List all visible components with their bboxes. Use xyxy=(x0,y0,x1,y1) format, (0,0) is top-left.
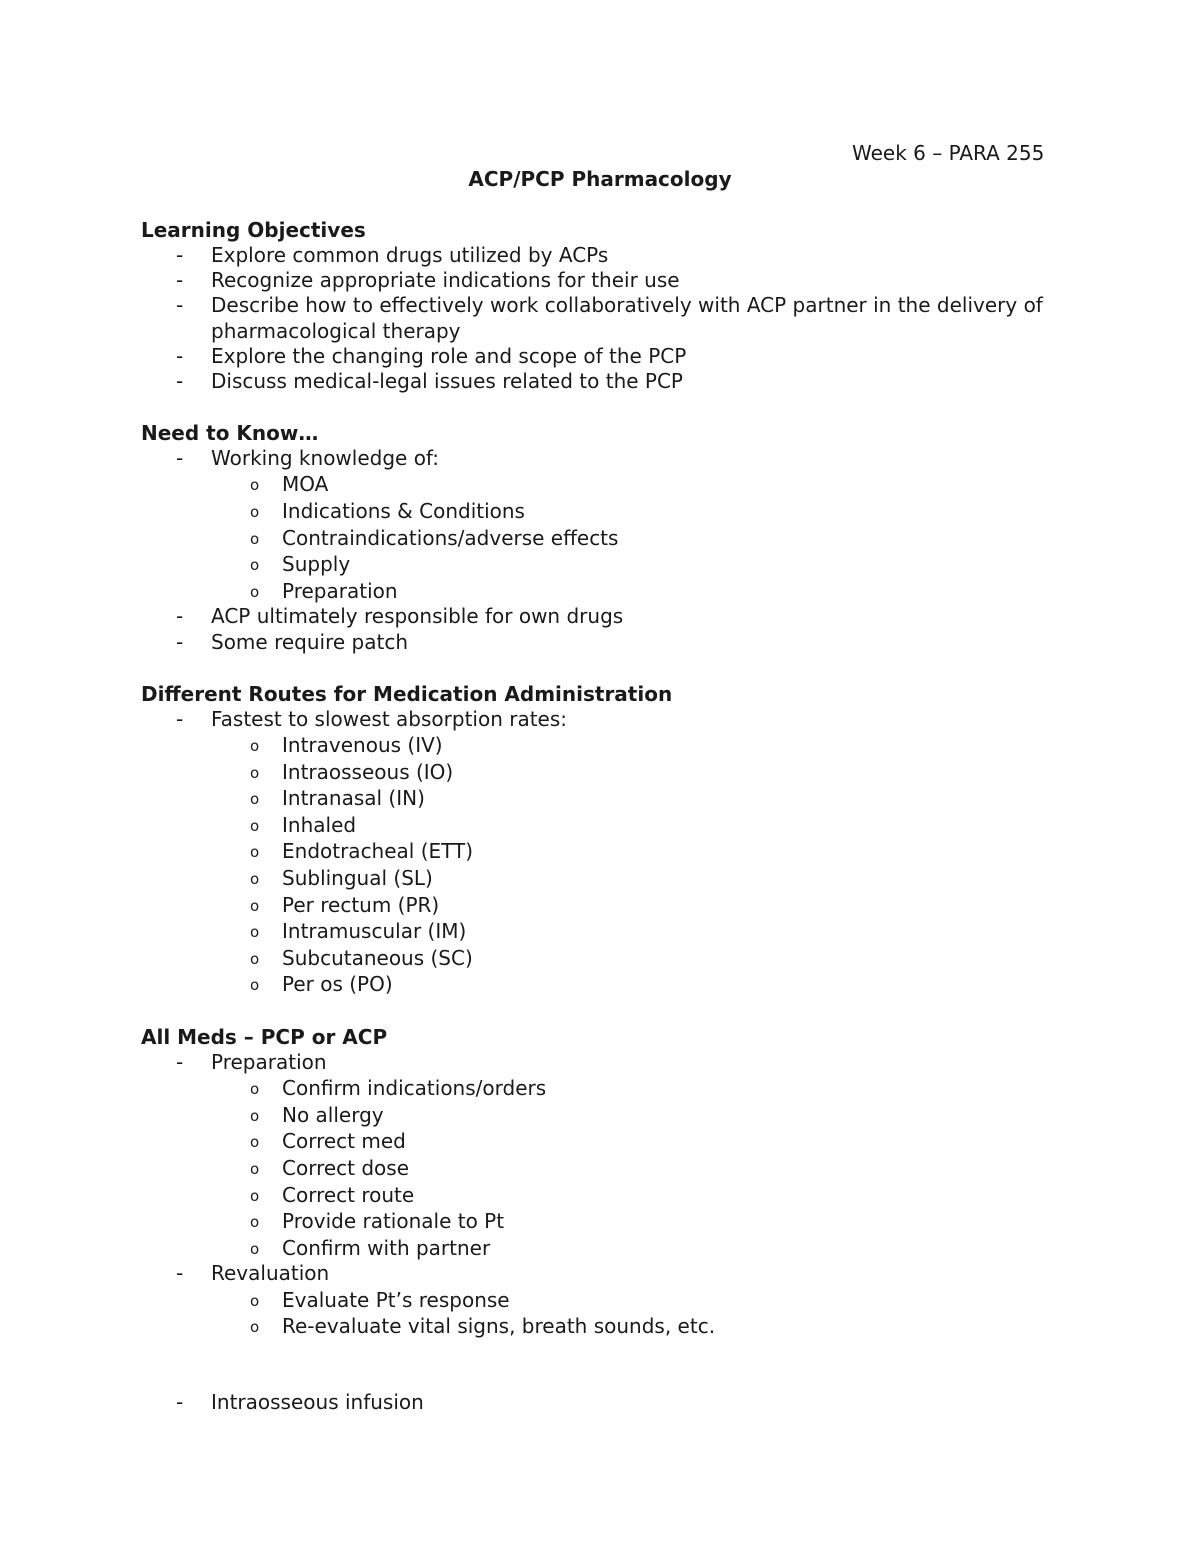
dash-bullet: - xyxy=(176,446,184,471)
list-item xyxy=(141,1050,1121,1261)
sub-list-item xyxy=(141,945,1121,972)
circle-bullet: o xyxy=(250,1239,260,1258)
sub-list-item-text: Intranasal (IN) xyxy=(282,786,425,811)
dash-bullet: - xyxy=(176,706,184,731)
circle-bullet: o xyxy=(250,1106,260,1125)
sub-list-item-text: Confirm indications/orders xyxy=(282,1076,547,1101)
dash-bullet: - xyxy=(176,629,184,654)
sub-list-item xyxy=(141,1155,1121,1182)
sub-list-item-text: Intramuscular (IM) xyxy=(282,919,467,944)
sub-list-item xyxy=(141,525,1121,552)
circle-bullet: o xyxy=(250,1186,260,1205)
sub-list-item-text: Per rectum (PR) xyxy=(282,892,440,917)
sub-list-item xyxy=(141,471,1121,498)
week-label: Week 6 – PARA 255 xyxy=(852,141,1045,165)
sub-list xyxy=(211,732,1121,998)
circle-bullet: o xyxy=(250,476,260,495)
trailing-list xyxy=(141,1390,1121,1415)
circle-bullet: o xyxy=(250,1318,260,1337)
sub-list-item xyxy=(141,578,1121,605)
dash-bullet: - xyxy=(176,293,184,318)
section-heading: Learning Objectives xyxy=(141,218,366,242)
list-item-text: Working knowledge of: xyxy=(211,446,439,471)
circle-bullet: o xyxy=(250,869,260,888)
sub-list-item-text: Correct route xyxy=(282,1182,415,1207)
circle-bullet: o xyxy=(250,582,260,601)
circle-bullet: o xyxy=(250,503,260,522)
list-item-text: Explore the changing role and scope of the PCP xyxy=(211,343,687,368)
list-item-text: Preparation xyxy=(211,1049,327,1074)
sub-list-item-text: Provide rationale to Pt xyxy=(282,1209,505,1234)
dash-list xyxy=(141,243,1121,394)
sub-list-item xyxy=(141,551,1121,578)
dash-bullet: - xyxy=(176,243,184,267)
sub-list-item xyxy=(141,1235,1121,1262)
circle-bullet: o xyxy=(250,923,260,942)
sub-list-item xyxy=(141,1182,1121,1209)
sub-list-item-text: Evaluate Pt’s response xyxy=(282,1287,510,1312)
dash-bullet: - xyxy=(176,343,184,368)
sub-list-item xyxy=(141,1128,1121,1155)
dash-list xyxy=(141,1050,1121,1340)
circle-bullet: o xyxy=(250,1291,260,1310)
list-item xyxy=(141,1261,1121,1339)
section-heading: Need to Know… xyxy=(141,421,319,446)
sub-list-item xyxy=(141,759,1121,786)
section xyxy=(141,1024,1121,1340)
sub-list-item xyxy=(141,918,1121,945)
circle-bullet: o xyxy=(250,790,260,809)
sub-list xyxy=(211,1287,1121,1340)
sub-list-item-text: Subcutaneous (SC) xyxy=(282,945,473,970)
sub-list-item-text: Preparation xyxy=(282,578,398,603)
circle-bullet: o xyxy=(250,763,260,782)
sub-list-item-text: Correct dose xyxy=(282,1155,410,1180)
sub-list xyxy=(211,471,1121,604)
sub-list-item xyxy=(141,785,1121,812)
sub-list-item-text: Inhaled xyxy=(282,812,357,837)
sub-list-item-text: MOA xyxy=(282,472,329,497)
circle-bullet: o xyxy=(250,949,260,968)
sub-list-item-text: Per os (PO) xyxy=(282,972,393,997)
dash-list xyxy=(141,446,1121,655)
document-title: ACP/PCP Pharmacology xyxy=(468,167,732,191)
section xyxy=(141,217,1121,394)
circle-bullet: o xyxy=(250,976,260,995)
circle-bullet: o xyxy=(250,843,260,862)
list-item-text: Revaluation xyxy=(211,1261,330,1286)
list-item xyxy=(141,293,1121,343)
dash-bullet: - xyxy=(176,369,184,394)
sub-list-item xyxy=(141,1075,1121,1102)
circle-bullet: o xyxy=(250,1133,260,1152)
sub-list-item xyxy=(141,892,1121,919)
sub-list-item-text: Confirm with partner xyxy=(282,1235,491,1260)
sub-list-item-text: Correct med xyxy=(282,1129,406,1154)
sub-list-item-text: Endotracheal (ETT) xyxy=(282,839,474,864)
sub-list-item xyxy=(141,1287,1121,1314)
sub-list-item xyxy=(141,498,1121,525)
section xyxy=(141,681,1121,998)
list-item xyxy=(141,268,1121,293)
sub-list-item-text: Contraindications/adverse effects xyxy=(282,525,619,550)
circle-bullet: o xyxy=(250,556,260,575)
sub-list-item xyxy=(141,838,1121,865)
circle-bullet: o xyxy=(250,896,260,915)
sub-list-item-text: Indications & Conditions xyxy=(282,499,525,524)
dash-bullet: - xyxy=(176,1049,184,1074)
dash-bullet: - xyxy=(176,1261,184,1286)
list-item xyxy=(141,707,1121,998)
document-body xyxy=(141,217,1121,1415)
sub-list-item-text: Sublingual (SL) xyxy=(282,865,433,890)
sub-list-item-text: Supply xyxy=(282,552,351,577)
list-item-text: ACP ultimately responsible for own drugs xyxy=(211,604,624,629)
circle-bullet: o xyxy=(250,1080,260,1099)
list-item xyxy=(141,446,1121,604)
list-item xyxy=(141,604,1121,629)
sub-list-item xyxy=(141,865,1121,892)
sub-list-item xyxy=(141,732,1121,759)
section xyxy=(141,420,1121,655)
list-item-text: Some require patch xyxy=(211,629,409,654)
sub-list-item-text: Intravenous (IV) xyxy=(282,733,443,757)
sub-list-item xyxy=(141,971,1121,998)
sections-container xyxy=(141,217,1121,1340)
list-item-text: Discuss medical-legal issues related to the PCP xyxy=(211,369,683,394)
list-item xyxy=(141,369,1121,394)
sub-list-item xyxy=(141,1313,1121,1340)
dash-bullet: - xyxy=(176,1389,184,1414)
list-item-text: Intraosseous infusion xyxy=(211,1389,424,1414)
sub-list-item-text: No allergy xyxy=(282,1102,384,1127)
dash-bullet: - xyxy=(176,268,184,293)
dash-list xyxy=(141,707,1121,998)
sub-list-item-text: Intraosseous (IO) xyxy=(282,759,454,784)
list-item-text: Describe how to effectively work collaboratively with ACP partner in the delivery of pharmacological therapy xyxy=(211,293,1043,343)
list-item-text: Explore common drugs utilized by ACPs xyxy=(211,243,609,267)
list-item xyxy=(141,630,1121,655)
list-item xyxy=(141,1390,1121,1415)
circle-bullet: o xyxy=(250,529,260,548)
list-item-text: Recognize appropriate indications for their use xyxy=(211,268,680,293)
dash-bullet: - xyxy=(176,604,184,629)
sub-list-item xyxy=(141,1102,1121,1129)
circle-bullet: o xyxy=(250,737,260,755)
circle-bullet: o xyxy=(250,1213,260,1232)
section-heading: Different Routes for Medication Administration xyxy=(141,681,673,706)
sub-list-item xyxy=(141,1208,1121,1235)
circle-bullet: o xyxy=(250,816,260,835)
sub-list xyxy=(211,1075,1121,1261)
list-item-text: Fastest to slowest absorption rates: xyxy=(211,706,568,731)
circle-bullet: o xyxy=(250,1159,260,1178)
list-item xyxy=(141,243,1121,268)
section-heading: All Meds – PCP or ACP xyxy=(141,1024,388,1049)
dash-list xyxy=(141,1390,1121,1415)
list-item xyxy=(141,344,1121,369)
sub-list-item-text: Re-evaluate vital signs, breath sounds, etc. xyxy=(282,1314,716,1339)
sub-list-item xyxy=(141,812,1121,839)
